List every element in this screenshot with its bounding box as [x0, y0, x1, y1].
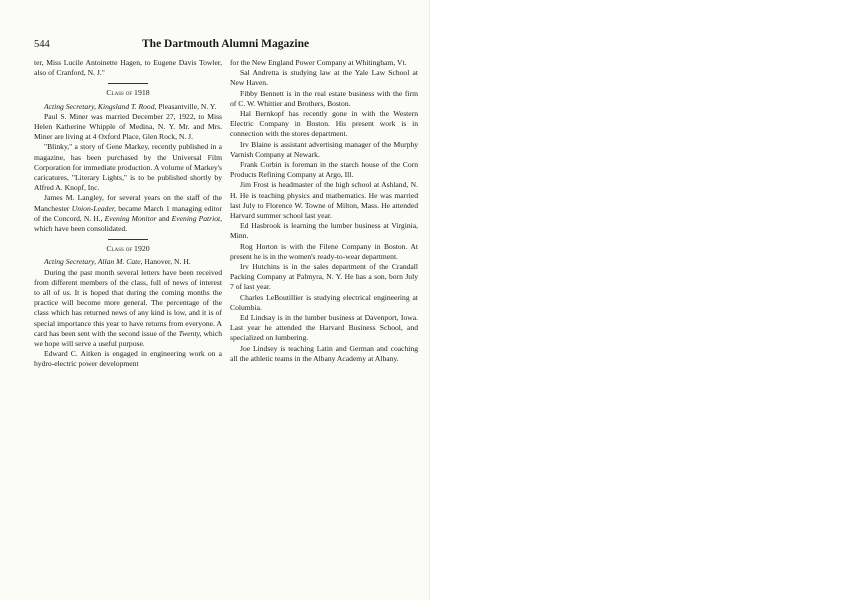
langley-paper-3: Evening Patriot,: [171, 213, 223, 223]
right-intro-paragraph: for the New England Power Company at Whitingham, Vt.: [230, 58, 407, 67]
page-edge: [429, 0, 430, 600]
magazine-title: The Dartmouth Alumni Magazine: [142, 38, 310, 50]
class-1920-heading: Class of 1920: [106, 244, 150, 254]
class-1918-acting-secretary: [34, 102, 222, 112]
left-column: [34, 58, 222, 370]
acting-secretary-1918-name: Acting Secretary, Kingsland T. Rood,: [44, 101, 157, 111]
langley-text-3: which have been consolidated.: [34, 224, 128, 234]
class-1918-heading: Class of 1918: [106, 88, 150, 98]
page-header: [34, 38, 310, 53]
twenty-publication: Twenty,: [178, 328, 202, 338]
section-divider: [108, 239, 148, 240]
news-paragraph: Charles LeBoutillier is studying electrical engineering at Columbia.: [230, 292, 418, 312]
news-paragraph: Edward C. Aitken is engaged in engineering work on a hydro-electric power development: [34, 349, 222, 369]
news-paragraph: Frank Corbin is foreman in the starch house of the Corn Products Refining Company at Argo, Ill.: [230, 160, 418, 180]
langley-paper-2: Evening Monitor: [104, 213, 157, 223]
news-paragraph: Irv Hutchins is in the sales department of the Crandall Packing Company at Palmyra, N. Y. He has a son, born July 7 of last year.: [230, 262, 418, 292]
news-paragraph: Fibby Bennett is in the real estate business with the firm of C. W. Whittier and Brothers, Boston.: [230, 88, 418, 108]
news-paragraph-langley: [34, 193, 222, 234]
class-1920-acting-secretary: [34, 257, 222, 267]
news-paragraph: Jim Frost is headmaster of the high school at Ashland, N. H. He is teaching physics and mathematics. He was married last July to Florence W. Towne of Milton, Mass. He attended Harvard summer school last year.: [230, 180, 418, 221]
news-paragraph: Sal Andretta is studying law at the Yale Law School at New Haven.: [230, 68, 418, 88]
class-letters-text-1: During the past month several letters have been received from different members of the class, full of news of interest to all of us. It is hoped that during the coming months the practice will become more general. The percentage of the class which has returned news of any kind is low, and it is of special importance this year to have returns from everyone. A card has been sent with the second issue of the: [34, 267, 222, 338]
section-divider: [108, 83, 148, 84]
news-paragraph: "Blinky," a story of Gene Markey, recently published in a magazine, has been purchased by the Universal Film Corporation for immediate production. A volume of Markey's caricatures, "Literary Lights," is to be published shortly by Alfred A. Knopf, Inc.: [34, 142, 222, 193]
langley-text-1: James M. Langley, for several years on the staff of the Manchester: [34, 193, 222, 213]
langley-text-2: became March 1 managing editor of the Concord, N. H.,: [34, 203, 222, 223]
acting-secretary-1918-place: Pleasantville, N. Y.: [158, 101, 217, 111]
news-paragraph: Ed Lindsay is in the lumber business at Davenport, Iowa. Last year he attended the Harvard Business School, and specialized on lumbering.: [230, 313, 418, 343]
class-letters-text-2: which we hope will serve a useful purpose.: [34, 328, 222, 349]
news-paragraph: Irv Blaine is assistant advertising manager of the Murphy Varnish Company at Newark.: [230, 139, 418, 159]
right-column: [230, 58, 418, 364]
langley-and: and: [158, 213, 170, 223]
news-paragraph: Rog Horton is with the Filene Company in Boston. At present he is in the women's ready-to-wear department.: [230, 241, 418, 261]
left-intro-paragraph: ter, Miss Lucile Antoinette Hagen, to Eugene Davis Towler, also of Cranford, N. J.": [34, 58, 222, 78]
news-paragraph-class-letters: [34, 268, 222, 350]
page-number: 544: [34, 39, 50, 50]
acting-secretary-1920-name: Acting Secretary, Allan M. Cate,: [44, 257, 143, 267]
acting-secretary-1920-place: Hanover, N. H.: [144, 257, 191, 267]
news-paragraph: Hal Bernkopf has recently gone in with the Western Electric Company in Boston. His present work is in connection with the stores department.: [230, 109, 418, 139]
news-paragraph: Ed Hasbrook is learning the lumber business at Virginia, Minn.: [230, 221, 418, 241]
news-paragraph: Paul S. Miner was married December 27, 1922, to Miss Helen Katherine Whipple of Medina, N. Y. Mr. and Mrs. Miner are living at 4 Oxford Place, Glen Rock, N. J.: [34, 111, 222, 142]
langley-paper-1: Union-Leader,: [71, 203, 116, 213]
news-paragraph: Joe Lindsey is teaching Latin and German and coaching all the athletic teams in the Albany Academy at Albany.: [230, 343, 418, 363]
